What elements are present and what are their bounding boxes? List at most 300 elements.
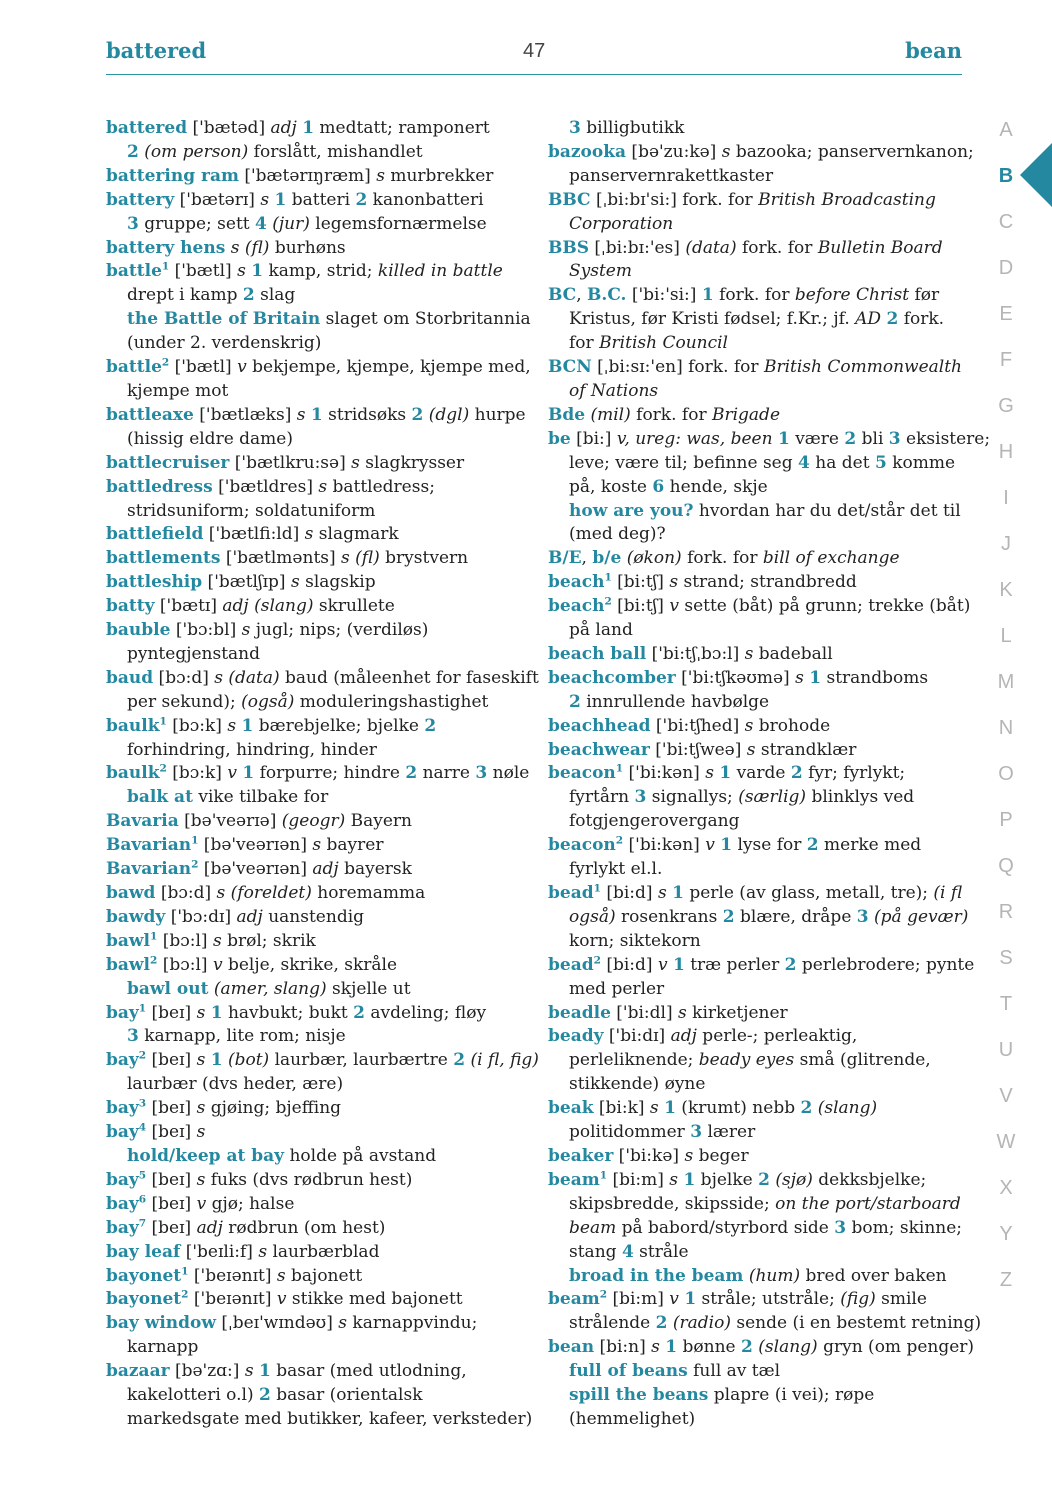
italic-text: s (fl) <box>230 237 270 258</box>
headword: BC <box>548 285 577 306</box>
entry-line: 3 billigbutikk <box>569 118 685 138</box>
entry-line: bauble ['bɔ:bl] s jugl; nips; (verdiløs) <box>106 620 429 641</box>
entry-line: (under 2. verdenskrig) <box>127 333 322 354</box>
letter-tab-r[interactable]: R <box>998 901 1014 923</box>
dictionary-entry <box>548 356 980 404</box>
entry-line: battle$^1$ ['bætl] s 1 kamp, strid; killed in battle <box>106 260 503 282</box>
dictionary-entry <box>106 1360 538 1432</box>
italic-text: s <box>304 524 314 545</box>
headword: spill the beans <box>569 1385 709 1406</box>
italic-text: s <box>744 643 754 664</box>
letter-tab-b[interactable]: B <box>998 165 1014 187</box>
dictionary-entry <box>106 858 538 882</box>
entry-line: bead$^1$ [bi:d] s 1 perle (av glass, metall, tre); (i fl <box>548 882 963 903</box>
entry-line: baud [bɔ:d] s (data) baud (måleenhet for faseskift <box>106 667 539 688</box>
entry-line: korn; siktekorn <box>569 930 701 951</box>
entry-line: stikkende) øyne <box>569 1074 706 1095</box>
dictionary-entry <box>106 667 538 715</box>
letter-tab-q[interactable]: Q <box>998 855 1014 877</box>
entry-line: beachcomber ['bi:tʃkəʊmə] s 1 strandboms <box>548 667 929 688</box>
headword: bawd <box>106 883 156 903</box>
headword: beachwear <box>548 739 650 760</box>
sense-number: 3 <box>475 763 488 784</box>
page-header <box>106 36 962 75</box>
dictionary-entry <box>106 452 538 476</box>
headword: bead$^1$ <box>548 882 601 903</box>
letter-tab-o[interactable]: O <box>998 763 1014 785</box>
headword: battered <box>106 118 188 138</box>
entry-line: fyrlykt el.l. <box>569 859 663 880</box>
sense-number: 2 <box>453 1050 466 1071</box>
italic-text: before Christ <box>794 285 910 306</box>
guide-word-left: battered <box>106 38 207 63</box>
letter-tab-n[interactable]: N <box>998 717 1014 739</box>
italic-text: s <box>318 476 328 497</box>
entry-line: bazooka [bə'zu:kə] s bazooka; panservernkanon; <box>548 141 974 162</box>
italic-text: s <box>669 1169 679 1190</box>
sense-number: 4 <box>255 213 267 234</box>
headword: BBS <box>548 237 590 258</box>
entry-line: strålende 2 (radio) sende (i en bestemt retning) <box>569 1313 982 1334</box>
letter-tab-w[interactable]: W <box>996 1131 1016 1153</box>
letter-tab-k[interactable]: K <box>999 579 1013 601</box>
headword: bay$^3$ <box>106 1097 147 1119</box>
headword: bean <box>548 1337 595 1358</box>
letter-tab-l[interactable]: L <box>1000 625 1012 647</box>
headword: beacon$^1$ <box>548 762 624 784</box>
entry-line: drept i kamp 2 slag <box>127 285 296 306</box>
letter-tab-u[interactable]: U <box>998 1039 1014 1061</box>
italic-text: Bulletin Board <box>817 237 943 258</box>
letter-tab-v[interactable]: V <box>999 1085 1013 1107</box>
entry-line: 2 innrullende havbølge <box>569 691 770 712</box>
dictionary-entry <box>548 739 980 763</box>
letter-tab-g[interactable]: G <box>998 395 1014 417</box>
dictionary-entry <box>548 643 980 667</box>
entry-line: bayonet$^2$ ['beɪənɪt] v stikke med bajonett <box>106 1288 463 1310</box>
sense-number: 3 <box>888 428 901 449</box>
italic-text: s <box>196 1169 206 1190</box>
entry-line: per sekund); (også) moduleringshastighet <box>127 691 489 712</box>
entry-line: for British Council <box>569 333 728 354</box>
dictionary-entry <box>548 715 980 739</box>
dictionary-entry <box>548 141 980 189</box>
headword: battledress <box>106 476 213 497</box>
italic-text: s <box>338 1313 347 1334</box>
headword: broad in the beam <box>569 1265 744 1286</box>
entry-line: beach ball ['bi:tʃˌbɔ:l] s badeball <box>548 643 833 664</box>
sense-number: 1 <box>251 261 264 282</box>
letter-tab-e[interactable]: E <box>999 303 1013 325</box>
letter-tab-z[interactable]: Z <box>999 1269 1013 1291</box>
page-number: 47 <box>523 40 546 62</box>
entry-line: bawd [bɔ:d] s (foreldet) horemamma <box>106 883 426 903</box>
letter-tab-i[interactable]: I <box>1003 487 1009 509</box>
entry-line: beady ['bi:dɪ] adj perle-; perleaktig, <box>548 1026 858 1047</box>
dictionary-entry <box>548 882 980 954</box>
italic-text: British Council <box>599 333 728 354</box>
headword: battering ram <box>106 165 239 186</box>
entry-line: også) rosenkrans 2 blære, dråpe 3 (på gevær) <box>569 906 969 927</box>
entry-line: (hemmelighet) <box>569 1408 696 1429</box>
entry-line: BCN [ˌbi:sɪ:'en] fork. for British Commonwealth <box>548 357 962 378</box>
sense-number: 2 <box>258 1385 271 1406</box>
dictionary-entry <box>548 1097 980 1145</box>
entry-line: battlefield ['bætlfi:ld] s slagmark <box>106 524 399 545</box>
italic-text: v <box>227 763 237 784</box>
sense-number: 2 <box>655 1313 668 1334</box>
italic-text: (hum) <box>748 1265 801 1286</box>
italic-text: v <box>669 596 679 617</box>
headword: bay$^6$ <box>106 1193 147 1214</box>
letter-tab-f[interactable]: F <box>999 349 1013 371</box>
italic-text: AD <box>855 309 882 330</box>
entry-line: battery hens s (fl) burhøns <box>106 237 346 258</box>
sense-number: 6 <box>652 476 665 497</box>
entry-line: bay$^7$ [beɪ] adj rødbrun (om hest) <box>106 1217 386 1238</box>
entry-line: Bavarian$^1$ [bə'veərɪən] s bayrer <box>106 834 384 856</box>
italic-text: s <box>721 141 731 162</box>
dictionary-entry <box>548 595 980 643</box>
entry-line: battleship ['bætlʃɪp] s slagskip <box>106 572 376 593</box>
headword: beak <box>548 1098 594 1119</box>
italic-text: s <box>649 1098 659 1119</box>
dictionary-entry <box>548 834 980 882</box>
letter-tab-s[interactable]: S <box>999 947 1013 969</box>
entry-line: baulk$^2$ [bɔ:k] v 1 forpurre; hindre 2 narre 3 nøle <box>106 762 530 784</box>
sense-number: 1 <box>720 835 733 856</box>
dictionary-entry <box>106 810 538 834</box>
italic-text: (om person) <box>144 141 249 162</box>
italic-text: bill of exchange <box>762 548 900 569</box>
dictionary-entry <box>548 1025 980 1097</box>
headword: bawl$^2$ <box>106 954 158 975</box>
entry-line: bay$^6$ [beɪ] v gjø; halse <box>106 1193 295 1214</box>
entry-line: beaker ['bi:kə] s beger <box>548 1145 749 1166</box>
dictionary-entry <box>548 547 980 571</box>
dictionary-entry <box>106 1121 538 1169</box>
headword: beady <box>548 1026 604 1047</box>
headword: Bavarian$^1$ <box>106 834 199 856</box>
italic-text: adj <box>312 859 339 880</box>
letter-tab-d[interactable]: D <box>998 257 1014 279</box>
entry-line: Bde (mil) fork. for Brigade <box>548 404 781 425</box>
headword: beacon$^2$ <box>548 834 624 856</box>
headword: beach ball <box>548 643 647 664</box>
entry-line: stridsuniform; soldatuniform <box>127 500 376 521</box>
sense-number: 2 <box>800 1098 813 1119</box>
entry-line: 3 karnapp, lite rom; nisje <box>127 1026 346 1047</box>
italic-text: s (foreldet) <box>216 883 312 903</box>
dictionary-entry <box>106 1097 538 1121</box>
entry-line: full of beans full av tæl <box>569 1361 781 1382</box>
dictionary-entry <box>106 547 538 571</box>
entry-line: bazaar [bə'zɑ:] s 1 basar (med utlodning, <box>106 1361 467 1382</box>
sense-number: 2 <box>353 1002 365 1023</box>
italic-text: killed in battle <box>377 261 503 282</box>
sense-number: 5 <box>874 452 887 473</box>
letter-tab-c[interactable]: C <box>998 211 1014 233</box>
italic-text: (også) <box>241 691 295 712</box>
entry-line: battered ['bætəd] adj 1 medtatt; ramponert <box>106 118 490 138</box>
sense-number: 3 <box>690 1122 703 1143</box>
entry-line: politidommer 3 lærer <box>569 1122 756 1143</box>
italic-text: s <box>196 1122 206 1143</box>
dictionary-entry <box>106 1265 538 1289</box>
dictionary-entry <box>548 284 980 356</box>
italic-text: (data) <box>685 237 737 258</box>
entry-line: (hissig eldre dame) <box>127 428 293 449</box>
entry-line: batty ['bætɪ] adj (slang) skrullete <box>106 596 395 617</box>
italic-text: adj (slang) <box>222 596 314 617</box>
dictionary-entry <box>548 237 980 285</box>
entry-line: beach$^2$ [bi:tʃ] v sette (båt) på grunn; trekke (båt) <box>548 595 971 617</box>
entry-line: B/E, b/e (økon) fork. for bill of exchange <box>548 548 900 569</box>
headword: bawl$^1$ <box>106 930 158 951</box>
dictionary-entry <box>106 1049 538 1097</box>
headword: bayonet$^2$ <box>106 1288 189 1310</box>
headword: bazaar <box>106 1361 170 1382</box>
dictionary-entry <box>106 165 538 189</box>
entry-line: beach$^1$ [bi:tʃ] s strand; strandbredd <box>548 571 857 593</box>
italic-text: of Nations <box>569 380 659 401</box>
sense-number: 3 <box>634 787 647 808</box>
italic-text: s <box>258 1241 268 1262</box>
sense-number: 3 <box>856 906 869 927</box>
headword: baud <box>106 667 154 688</box>
italic-text: s <box>746 739 756 760</box>
sense-number: 1 <box>777 428 790 449</box>
sense-number: 2 <box>886 309 899 330</box>
italic-text: s <box>196 1050 206 1071</box>
dictionary-entry <box>106 523 538 547</box>
italic-text: (fig) <box>840 1289 876 1310</box>
sense-number: 1 <box>241 715 254 736</box>
entry-line: beacon$^1$ ['bi:kən] s 1 varde 2 fyr; fyrlykt; <box>548 762 906 784</box>
italic-text: s <box>651 1337 660 1358</box>
letter-tab-h[interactable]: H <box>998 441 1014 463</box>
headword: batty <box>106 596 155 617</box>
dictionary-entry <box>548 1336 980 1432</box>
italic-text: s <box>684 1145 694 1166</box>
italic-text: (radio) <box>672 1313 731 1334</box>
letter-tab-x[interactable]: X <box>999 1177 1013 1199</box>
entry-line: pyntegjenstand <box>127 643 261 664</box>
sense-number: 1 <box>701 285 714 306</box>
sense-number: 1 <box>672 954 685 975</box>
entry-line: BBC [ˌbi:bɪ'si:] fork. for British Broadcasting <box>548 189 936 210</box>
dictionary-entry <box>106 237 538 261</box>
italic-text: (sjø) <box>775 1169 813 1190</box>
sense-number: 2 <box>127 141 139 162</box>
italic-text: on the port/starboard <box>775 1193 961 1214</box>
letter-tab-y[interactable]: Y <box>999 1223 1013 1245</box>
italic-text: British Commonwealth <box>763 357 962 378</box>
headword: b/e <box>592 548 622 569</box>
headword: beach$^1$ <box>548 571 612 593</box>
italic-text: s <box>351 452 360 473</box>
entry-line: på land <box>569 620 633 641</box>
headword: bay$^2$ <box>106 1049 147 1071</box>
sense-number: 2 <box>741 1337 753 1358</box>
sense-number: 2 <box>758 1169 770 1190</box>
dictionary-entry <box>106 930 538 954</box>
headword: balk at <box>127 787 193 808</box>
dictionary-entry <box>548 954 980 1002</box>
dictionary-entry <box>106 1217 538 1241</box>
headword: Bde <box>548 404 586 425</box>
entry-line: bawl$^2$ [bɔ:l] v belje, skrike, skråle <box>106 954 398 975</box>
headword: battlecruiser <box>106 452 230 473</box>
headword: full of beans <box>569 1361 688 1382</box>
dictionary-entry <box>106 260 538 356</box>
active-tab-marker-icon <box>1020 143 1052 207</box>
dictionary-entry <box>548 117 980 141</box>
headword: bay window <box>106 1313 217 1334</box>
entry-line: battering ram ['bætərɪŋræm] s murbrekker <box>106 165 494 186</box>
dictionary-entry <box>106 1193 538 1217</box>
headword: battlefield <box>106 524 204 545</box>
sense-number: 1 <box>684 1289 697 1310</box>
sense-number: 2 <box>722 906 735 927</box>
headword: battery <box>106 189 175 210</box>
dictionary-entry <box>548 1288 980 1336</box>
sense-number: 1 <box>683 1169 696 1190</box>
entry-line: hold/keep at bay holde på avstand <box>127 1145 437 1166</box>
entry-line: bay$^2$ [beɪ] s 1 (bot) laurbær, laurbærtre 2 (i fl, fig) <box>106 1049 539 1071</box>
entry-line: how are you? hvordan har du det/står det til <box>569 500 961 521</box>
sense-number: 1 <box>210 1002 223 1023</box>
sense-number: 3 <box>127 213 139 234</box>
dictionary-entry <box>106 117 538 165</box>
entry-line: leve; være til; befinne seg 4 ha det 5 komme <box>569 452 956 473</box>
dictionary-entry <box>106 715 538 763</box>
dictionary-entry <box>106 882 538 906</box>
italic-text: også) <box>569 906 616 927</box>
headword: bay$^1$ <box>106 1001 147 1023</box>
headword: battery hens <box>106 237 226 258</box>
letter-tab-a[interactable]: A <box>999 119 1013 141</box>
entry-line: baulk$^1$ [bɔ:k] s 1 bærebjelke; bjelke 2 <box>106 715 437 736</box>
italic-text: s <box>244 1361 254 1382</box>
italic-text: v <box>657 954 668 975</box>
italic-text: s (fl) <box>341 548 380 569</box>
italic-text: s <box>241 620 251 641</box>
italic-text: (i fl, fig) <box>470 1050 539 1071</box>
letter-tab-j[interactable]: J <box>1001 533 1011 555</box>
entry-line: battlements ['bætlmənts] s (fl) brystvern <box>106 548 469 569</box>
entry-line: forhindring, hindring, hinder <box>127 739 377 760</box>
italic-text: s <box>669 572 679 593</box>
headword: bead$^2$ <box>548 954 601 975</box>
italic-text: s <box>296 404 306 425</box>
guide-word-right: bean <box>905 38 962 63</box>
entry-line: beam på babord/styrbord side 3 bom; skinne; <box>569 1217 962 1238</box>
entry-line: bay$^1$ [beɪ] s 1 havbukt; bukt 2 avdeling; fløy <box>106 1001 487 1023</box>
entry-line: battle$^2$ ['bætl] v bekjempe, kjempe, kjempe med, <box>106 356 531 378</box>
dictionary-entry <box>106 595 538 619</box>
italic-text: adj <box>670 1026 697 1047</box>
entry-line: beam$^2$ [bi:m] v 1 stråle; utstråle; (fig) smile <box>548 1288 927 1310</box>
entry-line: kakelotteri o.l) 2 basar (orientalsk <box>127 1385 423 1406</box>
sense-number: 1 <box>302 118 315 138</box>
italic-text: System <box>569 261 632 282</box>
headword: bay$^4$ <box>106 1121 147 1143</box>
headword: battlements <box>106 548 221 569</box>
headword: B.C. <box>587 285 627 306</box>
dictionary-entry <box>106 1312 538 1360</box>
entry-line: bawl out (amer, slang) skjelle ut <box>127 978 411 999</box>
headword: baulk$^2$ <box>106 762 167 784</box>
italic-text: s <box>196 1002 206 1023</box>
italic-text: (på gevær) <box>874 906 969 927</box>
left-column <box>106 117 538 1432</box>
dictionary-entry <box>548 1145 980 1169</box>
headword: how are you? <box>569 500 694 521</box>
entry-line: beacon$^2$ ['bi:kən] v 1 lyse for 2 merke med <box>548 834 922 856</box>
entry-line: battleaxe ['bætlæks] s 1 stridsøks 2 (dgl) hurpe <box>106 404 526 425</box>
dictionary-entry <box>548 571 980 595</box>
italic-text: (særlig) <box>738 787 807 808</box>
entry-line: karnapp <box>127 1337 199 1358</box>
headword: beaker <box>548 1145 614 1166</box>
entry-line: BC, B.C. ['bi:'si:] 1 fork. for before Christ før <box>548 285 940 306</box>
dictionary-entry <box>106 1169 538 1193</box>
letter-tab-t[interactable]: T <box>999 993 1013 1015</box>
headword: Bavaria <box>106 811 179 832</box>
italic-text: v <box>237 357 247 378</box>
headword: be <box>548 428 571 449</box>
headword: battle$^1$ <box>106 260 170 282</box>
italic-text: s <box>276 1265 286 1286</box>
letter-tab-p[interactable]: P <box>999 809 1013 831</box>
italic-text: beam <box>569 1217 617 1238</box>
sense-number: 2 <box>242 285 255 306</box>
headword: BBC <box>548 189 591 210</box>
entry-line: bean [bi:n] s 1 bønne 2 (slang) gryn (om penger) <box>548 1337 975 1358</box>
letter-tab-m[interactable]: M <box>997 671 1015 693</box>
sense-number: 2 <box>355 189 368 210</box>
sense-number: 2 <box>790 763 803 784</box>
italic-text: adj <box>270 118 297 138</box>
entry-line: med perler <box>569 978 665 999</box>
sense-number: 1 <box>242 763 255 784</box>
dictionary-entry <box>548 1002 980 1026</box>
dictionary-entry <box>106 906 538 930</box>
sense-number: 4 <box>621 1241 634 1262</box>
entry-line: perleliknende; beady eyes små (glitrende, <box>569 1050 931 1071</box>
entry-line: balk at vike tilbake for <box>127 787 329 808</box>
headword: bay$^7$ <box>106 1217 147 1238</box>
entry-line: Bavaria [bə'veərɪə] (geogr) Bayern <box>106 811 412 832</box>
dictionary-entry <box>106 834 538 858</box>
entry-line <box>548 213 980 237</box>
sense-number: 4 <box>798 452 810 473</box>
sense-number: 1 <box>310 404 323 425</box>
dictionary-entry <box>106 189 538 237</box>
sense-number: 1 <box>672 883 684 903</box>
italic-text: s <box>657 883 667 903</box>
entry-line: bay$^4$ [beɪ] s <box>106 1121 206 1143</box>
dictionary-entry <box>106 476 538 524</box>
sense-number: 2 <box>844 428 857 449</box>
entry-line: fyrtårn 3 signallys; (særlig) blinklys ved <box>569 787 915 808</box>
entry-line: fotgjengerovergang <box>569 811 740 832</box>
italic-text: Corporation <box>569 213 674 234</box>
italic-text: s (data) <box>214 667 280 688</box>
entry-line: (med deg)? <box>569 524 666 545</box>
headword: the Battle of Britain <box>127 309 321 330</box>
